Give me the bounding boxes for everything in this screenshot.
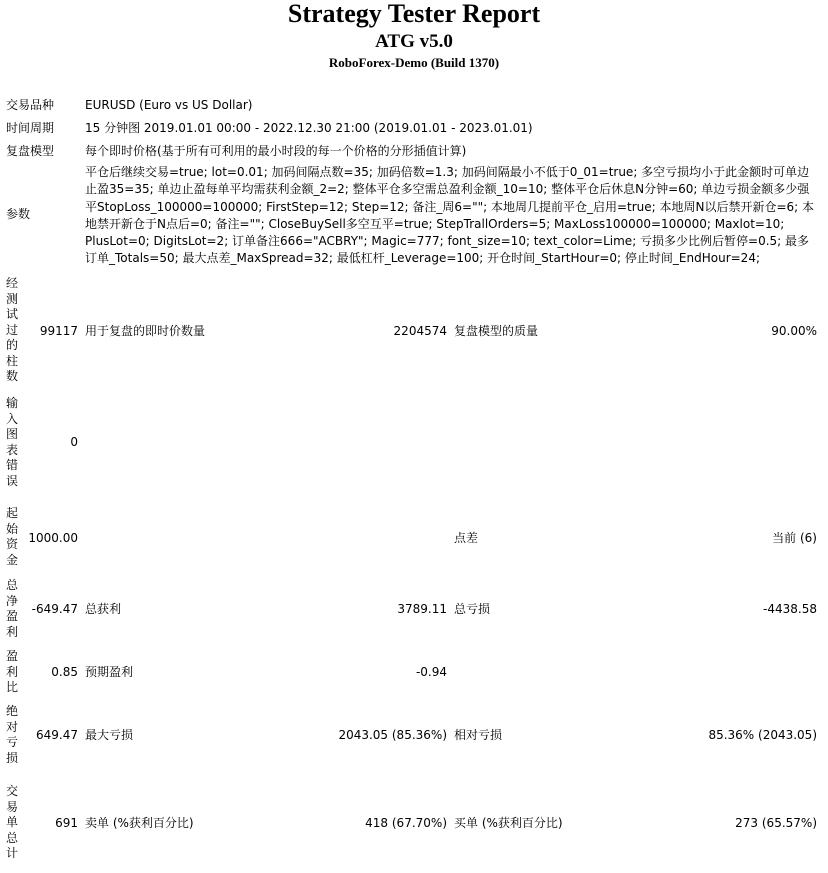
ticks-value: 2204574 xyxy=(393,324,447,338)
ticks-label: 用于复盘的即时价数量 xyxy=(85,324,206,338)
max-drawdown-label: 最大亏损 xyxy=(85,728,134,742)
short-trades-label: 卖单 (%获利百分比) xyxy=(85,816,194,830)
model-label: 复盘模型 xyxy=(6,144,55,158)
gross-profit-value: 3789.11 xyxy=(397,602,447,616)
broker-build: RoboForex-Demo (Build 1370) xyxy=(328,55,500,70)
max-drawdown-value: 2043.05 (85.36%) xyxy=(338,728,447,742)
expected-payoff-label: 预期盈利 xyxy=(85,665,134,679)
abs-drawdown-label: 绝对亏损 xyxy=(6,704,19,765)
gross-loss-label: 总亏损 xyxy=(454,602,491,616)
errors-label: 输入图表错误 xyxy=(6,396,19,488)
bars-value: 99117 xyxy=(39,324,78,338)
ea-name: ATG v5.0 xyxy=(375,31,453,52)
spread-label: 点差 xyxy=(454,531,479,545)
params-value: 平仓后继续交易=true; lot=0.01; 加码间隔点数=35; 加码倍数=1.3; 加码间隔最小不低于0_01=true; 多空亏损均小于此金额时可单边止盈35=35; 单边止盈每单平均需获利金额_2=2; 整体平仓多空需总盈利金额_10=10; 整体平仓后休息N分钟=60; 单边亏损金额多少强平StopLoss_100000=100000; FirstStep=12; Step=12; 备注_周6=""; 本地周几提前平仓_启用=true; 本地周N以后禁开新仓=6; 本地禁开新仓于N点后=0; 备注=""; CloseBuySell多空互平=true; StepTrallOrders=5; MaxLoss100000=100000; Maxlot=10; PlusLot=0; DigitsLot=2; 订单备注666="ACBRY"; Magic=777; font_size=10; text_color=Lime; 亏损多少比例后暂停=0.5; 最多订单_Totals=50; 最大点差_MaxSpread=32; 最低杠杆_Leverage=100; 开仓时间_StartHour=0; 停止时间_EndHour=24; xyxy=(85,165,815,266)
quality-label: 复盘模型的质量 xyxy=(454,324,539,338)
long-trades-label: 买单 (%获利百分比) xyxy=(454,816,563,830)
errors-value: 0 xyxy=(70,435,78,449)
abs-drawdown-value: 649.47 xyxy=(36,728,78,742)
symbol-label: 交易品种 xyxy=(6,98,55,112)
deposit-label: 起始资金 xyxy=(6,506,19,567)
rel-drawdown-value: 85.36% (2043.05) xyxy=(708,728,817,742)
params-label: 参数 xyxy=(6,207,31,221)
total-trades-label: 交易单总计 xyxy=(6,784,19,860)
profit-factor-label: 盈利比 xyxy=(6,649,19,694)
gross-loss-value: -4438.58 xyxy=(763,602,817,616)
net-profit-value: -649.47 xyxy=(31,602,78,616)
net-profit-label: 总净盈利 xyxy=(6,578,19,639)
symbol-value: EURUSD (Euro vs US Dollar) xyxy=(85,98,253,112)
gross-profit-label: 总获利 xyxy=(85,602,122,616)
short-trades-value: 418 (67.70%) xyxy=(365,816,447,830)
rel-drawdown-label: 相对亏损 xyxy=(454,728,503,742)
spread-value: 当前 (6) xyxy=(772,531,817,545)
profit-factor-value: 0.85 xyxy=(51,665,78,679)
expected-payoff-value: -0.94 xyxy=(415,665,447,679)
long-trades-value: 273 (65.57%) xyxy=(735,816,817,830)
period-label: 时间周期 xyxy=(6,121,55,135)
deposit-value: 1000.00 xyxy=(28,531,78,545)
total-trades-value: 691 xyxy=(55,816,78,830)
period-value: 15 分钟图 2019.01.01 00:00 - 2022.12.30 21:00 (2019.01.01 - 2023.01.01) xyxy=(85,121,533,135)
bars-label: 经测试过的柱数 xyxy=(6,276,19,383)
report-title: Strategy Tester Report xyxy=(287,0,541,28)
quality-value: 90.00% xyxy=(771,324,817,338)
model-value: 每个即时价格(基于所有可利用的最小时段的每一个价格的分形插值计算) xyxy=(85,144,467,158)
